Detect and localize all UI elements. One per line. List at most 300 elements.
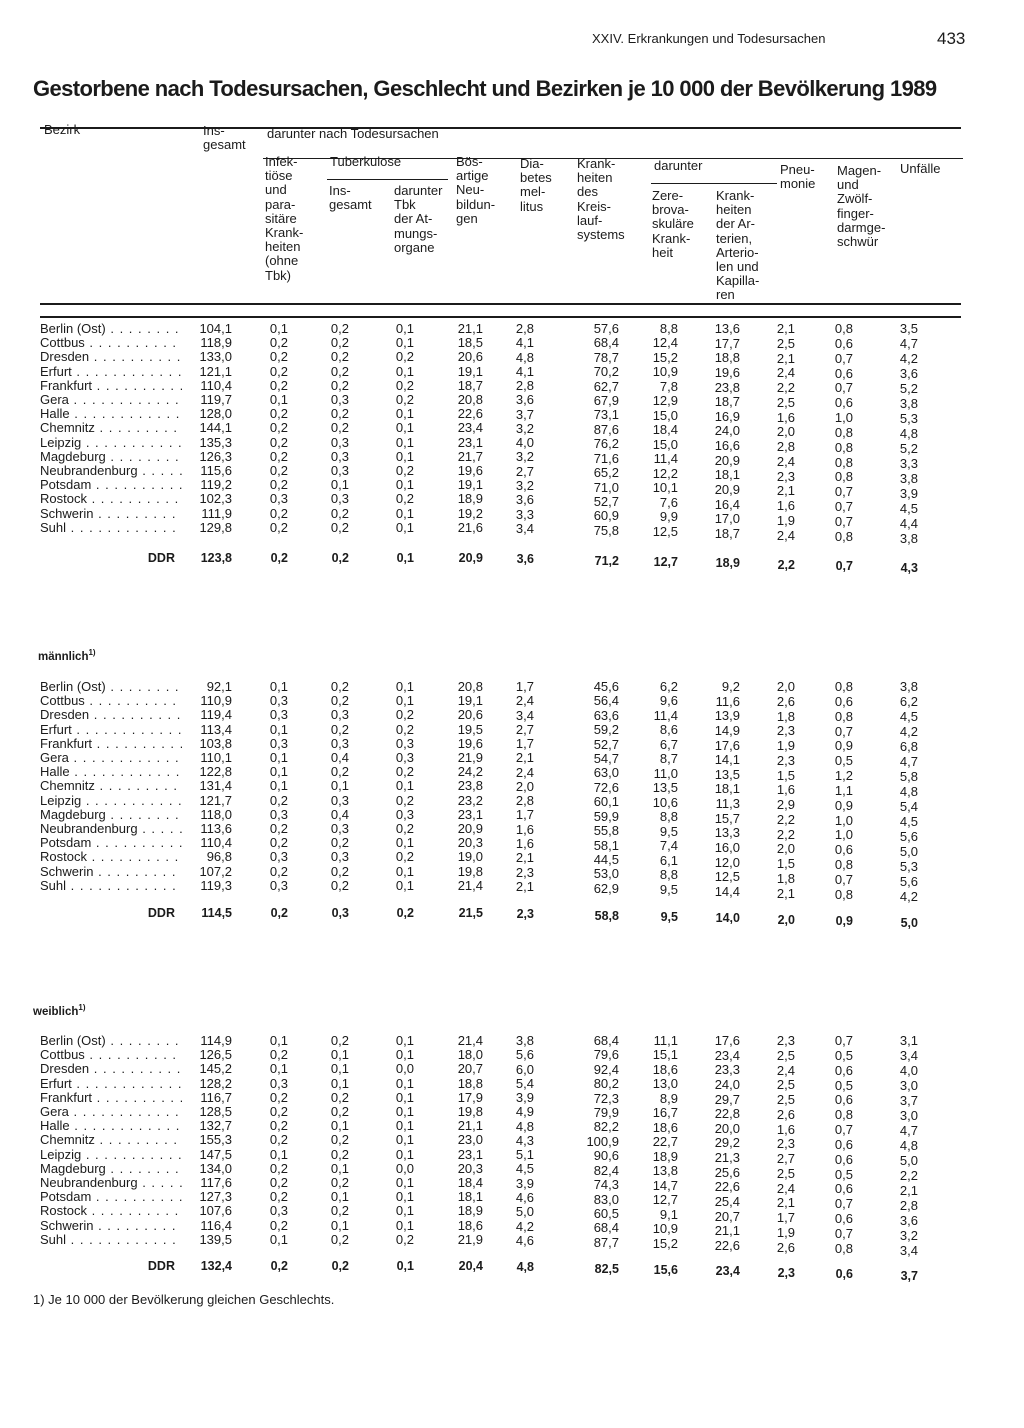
cell-magengeschwuer: 0,7: [834, 350, 853, 366]
cell-unfaelle: 3,0: [899, 1107, 918, 1123]
cell-unfaelle: 4,7: [899, 335, 918, 351]
running-head: XXIV. Erkrankungen und Todesursachen: [592, 31, 826, 46]
cell-diabetes: 5,6: [515, 1047, 534, 1063]
cell-tbk-atmung: 0,1: [395, 321, 414, 336]
cell-unfaelle: 3,8: [899, 679, 918, 694]
cell-magengeschwuer: 1,0: [834, 827, 853, 843]
cell-tbk-atmung: 0,2: [395, 463, 414, 478]
cell-diabetes: 2,1: [515, 850, 534, 866]
cell-arterien: 20,9: [714, 481, 740, 497]
cell-kreislauf: 63,0: [593, 765, 619, 781]
cell-neubildungen: 19,1: [457, 693, 483, 709]
bezirk-name: Suhl . . .: [40, 1233, 182, 1247]
cell-diabetes: 3,2: [515, 477, 534, 493]
cell-tbk-atmung: 0,1: [395, 1047, 414, 1063]
total-tbk-atmung: 0,2: [396, 906, 414, 920]
cell-zerebrovaskulaer: 13,0: [652, 1076, 678, 1092]
cell-insgesamt: 96,8: [206, 849, 232, 865]
cell-diabetes: 3,9: [515, 1175, 534, 1191]
cell-unfaelle: 5,3: [899, 858, 918, 874]
cell-unfaelle: 2,2: [899, 1167, 918, 1183]
cell-kreislauf: 82,2: [593, 1119, 619, 1135]
cell-kreislauf: 83,0: [593, 1191, 619, 1207]
col-header-tbk-insgesamt: Ins- gesamt: [329, 183, 372, 213]
table-row: [0, 723, 1024, 737]
cell-zerebrovaskulaer: 15,2: [652, 1235, 678, 1251]
cell-diabetes: 4,8: [515, 349, 534, 365]
table-row: [0, 778, 1024, 799]
cell-unfaelle: 4,2: [899, 723, 918, 739]
cell-infektioese: 0,2: [269, 406, 288, 422]
cell-infektioese: 0,3: [269, 806, 288, 822]
cell-unfaelle: 4,8: [899, 1137, 918, 1153]
cell-tbk-insgesamt: 0,1: [330, 1217, 349, 1233]
bezirk-name: Schwerin . . .: [40, 507, 182, 521]
cell-tbk-insgesamt: 0,2: [330, 1231, 349, 1247]
bezirk-name: Chemnitz . . .: [40, 1133, 182, 1147]
table-row: [0, 680, 1024, 694]
cell-magengeschwuer: 0,6: [834, 335, 853, 351]
cell-tbk-insgesamt: 0,2: [330, 1146, 349, 1162]
cell-tbk-insgesamt: 0,2: [330, 835, 349, 851]
cell-unfaelle: 3,7: [899, 1092, 918, 1108]
cell-diabetes: 3,7: [515, 406, 534, 422]
bezirk-name: Gera . . .: [40, 393, 182, 407]
cell-magengeschwuer: 0,8: [834, 528, 853, 544]
cell-neubildungen: 24,2: [457, 764, 483, 780]
cell-insgesamt: 110,9: [200, 693, 232, 709]
table-total-row: [0, 551, 1024, 575]
cell-neubildungen: 17,9: [457, 1089, 483, 1105]
cell-kreislauf: 55,8: [593, 823, 619, 839]
cell-infektioese: 0,3: [269, 877, 288, 893]
cell-magengeschwuer: 0,8: [834, 1240, 853, 1256]
cell-neubildungen: 23,8: [457, 778, 483, 794]
table-row: [0, 1048, 1024, 1062]
cell-pneumonie: 2,4: [776, 1062, 795, 1078]
col-header-tuberkulose: Tuberkulose: [330, 154, 402, 169]
cell-insgesamt: 127,3: [199, 1189, 232, 1205]
cell-kreislauf: 79,9: [593, 1105, 619, 1121]
cell-insgesamt: 113,6: [200, 821, 232, 836]
cell-tbk-atmung: 0,1: [395, 1175, 414, 1190]
cell-magengeschwuer: 0,6: [834, 693, 853, 709]
bezirk-name: Leipzig . . .: [40, 794, 182, 808]
cell-infektioese: 0,2: [269, 1132, 288, 1148]
cell-tbk-atmung: 0,1: [395, 1118, 414, 1134]
cell-insgesamt: 110,4: [200, 377, 232, 393]
cell-kreislauf: 68,4: [593, 1033, 619, 1048]
cell-tbk-insgesamt: 0,2: [330, 693, 349, 709]
cell-pneumonie: 2,3: [776, 752, 795, 768]
cell-pneumonie: 2,3: [776, 723, 795, 739]
total-label: DDR: [147, 1259, 175, 1273]
cell-kreislauf: 59,2: [593, 722, 619, 738]
cell-diabetes: 4,3: [515, 1132, 534, 1148]
total-tbk-insgesamt: 0,2: [331, 551, 349, 565]
cell-diabetes: 5,0: [515, 1204, 534, 1220]
cell-arterien: 11,6: [715, 693, 740, 709]
header-bottom-rule-2: [40, 316, 961, 318]
cell-pneumonie: 2,2: [776, 811, 795, 827]
cell-insgesamt: 135,3: [199, 434, 232, 450]
cell-infektioese: 0,2: [269, 505, 288, 521]
cell-zerebrovaskulaer: 12,9: [652, 393, 678, 409]
cell-magengeschwuer: 0,7: [834, 513, 853, 529]
bezirk-name: Gera . . .: [40, 1105, 182, 1119]
cell-arterien: 29,2: [714, 1135, 740, 1151]
cell-unfaelle: 5,3: [899, 410, 918, 426]
cell-tbk-atmung: 0,3: [395, 750, 414, 765]
cell-zerebrovaskulaer: 9,5: [659, 881, 678, 897]
cell-kreislauf: 68,4: [593, 335, 619, 351]
cell-unfaelle: 3,3: [899, 455, 918, 471]
cell-insgesamt: 147,5: [199, 1146, 232, 1162]
cell-zerebrovaskulaer: 10,9: [652, 1221, 678, 1237]
cell-unfaelle: 3,1: [899, 1033, 918, 1048]
cell-unfaelle: 4,5: [899, 813, 918, 829]
cell-arterien: 18,1: [714, 781, 740, 797]
cell-kreislauf: 80,2: [593, 1076, 619, 1092]
cell-tbk-insgesamt: 0,2: [330, 877, 349, 893]
col-header-kreislauf: Krank- heiten des Kreis- lauf- systems: [577, 156, 625, 243]
cell-tbk-atmung: 0,1: [395, 1217, 414, 1233]
cell-kreislauf: 79,6: [593, 1047, 619, 1063]
total-unfaelle: 3,7: [900, 1269, 918, 1283]
cell-unfaelle: 3,8: [899, 530, 918, 546]
cell-tbk-insgesamt: 0,3: [330, 735, 349, 751]
col-header-tbk-atmungsorgane: darunter Tbk der At- mungs- organe: [394, 183, 443, 255]
cell-pneumonie: 2,3: [776, 468, 795, 484]
bezirk-name: Dresden . . .: [40, 350, 182, 364]
cell-arterien: 19,6: [714, 364, 740, 380]
cell-neubildungen: 20,8: [457, 679, 483, 694]
cell-tbk-atmung: 0,2: [395, 392, 414, 407]
cell-insgesamt: 111,9: [201, 505, 232, 521]
bezirk-name: Neubrandenburg . . .: [40, 822, 182, 836]
cell-diabetes: 3,2: [515, 420, 534, 436]
cell-neubildungen: 23,1: [457, 434, 483, 450]
cell-magengeschwuer: 0,5: [834, 1047, 853, 1063]
total-infektioese: 0,2: [270, 1259, 288, 1273]
cell-tbk-atmung: 0,1: [395, 420, 414, 436]
cell-arterien: 13,5: [714, 766, 740, 782]
cell-tbk-atmung: 0,1: [395, 1075, 414, 1091]
cell-pneumonie: 2,1: [776, 350, 795, 366]
cell-unfaelle: 3,2: [899, 1227, 918, 1243]
total-zerebrovaskulaer: 15,6: [653, 1263, 678, 1277]
cell-kreislauf: 54,7: [593, 751, 619, 767]
cell-diabetes: 3,9: [515, 1090, 534, 1106]
bezirk-name: Schwerin . . .: [40, 865, 182, 879]
cell-kreislauf: 68,4: [593, 1220, 619, 1236]
cell-infektioese: 0,2: [269, 1047, 288, 1063]
cell-zerebrovaskulaer: 15,2: [652, 349, 678, 365]
cell-zerebrovaskulaer: 7,6: [659, 494, 678, 510]
cell-kreislauf: 75,8: [593, 522, 619, 538]
cell-pneumonie: 2,4: [776, 527, 795, 543]
cell-tbk-insgesamt: 0,2: [330, 1089, 349, 1105]
cell-magengeschwuer: 0,8: [834, 469, 853, 485]
total-tbk-insgesamt: 0,3: [331, 906, 349, 920]
cell-unfaelle: 5,0: [899, 843, 918, 859]
cell-neubildungen: 20,3: [457, 835, 483, 851]
cell-zerebrovaskulaer: 18,4: [652, 422, 678, 438]
cell-magengeschwuer: 0,9: [834, 797, 853, 813]
cell-neubildungen: 19,5: [457, 721, 483, 737]
cell-tbk-insgesamt: 0,3: [330, 463, 349, 478]
cell-infektioese: 0,2: [269, 377, 288, 393]
bezirk-name: Halle . . .: [40, 407, 182, 421]
total-infektioese: 0,2: [270, 906, 288, 920]
bezirk-name: Potsdam . . .: [40, 478, 182, 492]
cell-arterien: 9,2: [721, 679, 740, 694]
cell-pneumonie: 2,8: [776, 439, 795, 455]
cell-unfaelle: 3,5: [899, 321, 918, 336]
bezirk-name: Neubrandenburg . . .: [40, 1176, 182, 1190]
cell-tbk-atmung: 0,1: [395, 448, 414, 464]
cell-pneumonie: 1,9: [776, 1225, 795, 1241]
cell-neubildungen: 20,3: [457, 1160, 483, 1176]
cell-arterien: 14,4: [714, 883, 740, 899]
cell-magengeschwuer: 0,7: [834, 871, 853, 887]
cell-magengeschwuer: 0,6: [834, 365, 853, 381]
cell-unfaelle: 2,8: [899, 1197, 918, 1213]
cell-magengeschwuer: 0,8: [834, 424, 853, 440]
cell-infektioese: 0,1: [269, 679, 288, 694]
cell-tbk-atmung: 0,1: [395, 1033, 414, 1048]
cell-pneumonie: 1,5: [776, 856, 795, 872]
cell-kreislauf: 58,1: [593, 837, 619, 853]
cell-diabetes: 4,5: [515, 1161, 534, 1177]
bezirk-name: Rostock . . .: [40, 492, 182, 506]
cell-insgesamt: 102,3: [199, 491, 232, 507]
cell-neubildungen: 20,8: [457, 392, 483, 407]
cell-kreislauf: 87,7: [593, 1234, 619, 1250]
cell-tbk-insgesamt: 0,2: [330, 377, 349, 393]
total-arterien: 14,0: [715, 911, 740, 925]
bezirk-name: Potsdam . . .: [40, 1190, 182, 1204]
cell-tbk-atmung: 0,1: [395, 877, 414, 893]
cell-infektioese: 0,2: [269, 448, 288, 464]
total-arterien: 18,9: [715, 556, 740, 570]
cell-neubildungen: 18,9: [457, 1203, 483, 1219]
total-zerebrovaskulaer: 12,7: [653, 555, 678, 569]
cell-zerebrovaskulaer: 9,5: [659, 823, 678, 839]
cell-tbk-atmung: 0,2: [395, 792, 414, 808]
cell-infektioese: 0,1: [269, 1231, 288, 1247]
cell-insgesamt: 134,0: [199, 1160, 232, 1176]
cell-neubildungen: 21,9: [457, 1231, 483, 1247]
cell-infektioese: 0,2: [269, 349, 288, 365]
total-magengeschwuer: 0,9: [835, 914, 853, 928]
col-header-neubildungen: Bös- artige Neu- bildun- gen: [456, 154, 496, 226]
total-zerebrovaskulaer: 9,5: [660, 910, 678, 924]
cell-arterien: 16,4: [714, 496, 740, 512]
cell-neubildungen: 23,1: [457, 806, 483, 822]
cell-zerebrovaskulaer: 15,0: [652, 407, 678, 423]
cell-arterien: 18,1: [714, 467, 740, 483]
cell-diabetes: 4,8: [515, 1118, 534, 1134]
cell-magengeschwuer: 0,6: [834, 395, 853, 411]
cell-tbk-atmung: 0,1: [395, 1189, 414, 1205]
table-top-rule: [40, 127, 961, 129]
cell-infektioese: 0,2: [269, 335, 288, 351]
total-kreislauf: 71,2: [594, 554, 619, 568]
bezirk-name: Erfurt . . .: [40, 365, 182, 379]
cell-unfaelle: 3,6: [899, 1212, 918, 1228]
cell-magengeschwuer: 0,5: [834, 1166, 853, 1182]
cell-magengeschwuer: 1,2: [834, 768, 853, 784]
cell-zerebrovaskulaer: 10,1: [652, 480, 678, 496]
cell-kreislauf: 78,7: [593, 349, 619, 365]
page-number: 433: [937, 29, 966, 48]
cell-insgesamt: 119,3: [200, 877, 232, 893]
cell-magengeschwuer: 0,8: [834, 886, 853, 902]
cell-kreislauf: 52,7: [593, 736, 619, 752]
table-total-row: [0, 1259, 1024, 1283]
cell-pneumonie: 2,2: [776, 826, 795, 842]
cell-magengeschwuer: 0,5: [834, 1077, 853, 1093]
total-pneumonie: 2,3: [777, 1266, 795, 1280]
cell-kreislauf: 60,9: [593, 508, 619, 524]
cell-pneumonie: 2,1: [776, 885, 795, 901]
cell-zerebrovaskulaer: 15,1: [652, 1047, 678, 1063]
total-insgesamt: 114,5: [201, 906, 232, 920]
bezirk-name: Cottbus . . .: [40, 336, 182, 350]
cell-tbk-insgesamt: 0,2: [330, 321, 349, 336]
cell-tbk-insgesamt: 0,1: [330, 778, 349, 794]
cell-zerebrovaskulaer: 8,6: [659, 722, 678, 738]
cell-insgesamt: 92,1: [206, 679, 232, 694]
cell-insgesamt: 126,3: [199, 448, 232, 464]
cell-tbk-atmung: 0,3: [395, 735, 414, 751]
cell-insgesamt: 128,0: [199, 406, 232, 422]
cell-insgesamt: 107,2: [199, 863, 232, 879]
cell-kreislauf: 59,9: [593, 808, 619, 824]
cell-neubildungen: 23,1: [457, 1146, 483, 1162]
bezirk-name: Schwerin . . .: [40, 1219, 182, 1233]
cell-pneumonie: 2,6: [776, 693, 795, 709]
cell-infektioese: 0,2: [269, 1089, 288, 1105]
cell-magengeschwuer: 0,8: [834, 857, 853, 873]
cell-infektioese: 0,2: [269, 1189, 288, 1205]
bezirk-name: Dresden . . .: [40, 1062, 182, 1076]
cell-infektioese: 0,1: [269, 721, 288, 737]
cell-tbk-atmung: 0,2: [395, 377, 414, 393]
kreislauf-subgroup-rule: [651, 183, 777, 184]
cell-insgesamt: 121,1: [199, 363, 232, 379]
section-label-maennlich: männlich$^{1)}$: [38, 648, 96, 663]
cell-unfaelle: 4,4: [899, 515, 918, 531]
cell-insgesamt: 104,1: [199, 321, 232, 336]
total-diabetes: 3,6: [516, 552, 534, 566]
cell-magengeschwuer: 1,0: [834, 812, 853, 828]
cell-insgesamt: 155,3: [199, 1132, 232, 1148]
cell-neubildungen: 19,6: [457, 463, 483, 478]
total-pneumonie: 2,2: [777, 558, 795, 572]
cell-infektioese: 0,1: [269, 321, 288, 336]
cell-unfaelle: 2,1: [899, 1182, 918, 1198]
cell-insgesamt: 119,2: [200, 477, 232, 493]
cell-tbk-insgesamt: 0,4: [330, 750, 349, 765]
cell-tbk-insgesamt: 0,3: [330, 821, 349, 836]
cell-diabetes: 1,7: [515, 807, 534, 823]
cell-arterien: 18,7: [714, 394, 740, 410]
cell-diabetes: 3,6: [515, 492, 534, 508]
col-header-unfaelle: Unfälle: [900, 161, 941, 176]
cell-zerebrovaskulaer: 6,7: [659, 736, 678, 752]
cell-tbk-insgesamt: 0,2: [330, 1033, 349, 1048]
cell-zerebrovaskulaer: 11,0: [653, 765, 678, 781]
cell-insgesamt: 118,0: [200, 806, 232, 822]
cell-pneumonie: 2,0: [776, 841, 795, 857]
cell-pneumonie: 2,5: [776, 1092, 795, 1108]
cell-unfaelle: 4,0: [899, 1062, 918, 1078]
cell-unfaelle: 6,2: [899, 693, 918, 709]
cell-pneumonie: 2,5: [776, 394, 795, 410]
cell-unfaelle: 5,6: [899, 873, 918, 889]
cell-magengeschwuer: 0,8: [834, 439, 853, 455]
cell-unfaelle: 3,8: [899, 470, 918, 486]
cell-neubildungen: 19,0: [457, 849, 483, 865]
table-row: [0, 1118, 1024, 1138]
cell-diabetes: 3,3: [515, 506, 534, 522]
bezirk-name: Berlin (Ost) . . .: [40, 680, 182, 694]
cell-tbk-atmung: 0,3: [395, 806, 414, 822]
cell-arterien: 23,4: [714, 1047, 740, 1063]
cell-infektioese: 0,1: [269, 764, 288, 780]
cell-kreislauf: 92,4: [593, 1061, 619, 1077]
total-diabetes: 2,3: [516, 907, 534, 921]
bezirk-name: Cottbus . . .: [40, 1048, 182, 1062]
cell-insgesamt: 116,7: [200, 1089, 232, 1105]
total-kreislauf: 58,8: [594, 909, 619, 923]
cell-zerebrovaskulaer: 8,8: [659, 867, 678, 883]
cell-pneumonie: 2,0: [776, 679, 795, 694]
cell-tbk-atmung: 0,1: [395, 363, 414, 379]
cell-diabetes: 2,7: [515, 721, 534, 737]
cell-insgesamt: 132,7: [199, 1118, 232, 1134]
cell-pneumonie: 2,5: [776, 1165, 795, 1181]
cell-magengeschwuer: 1,0: [834, 410, 853, 426]
cell-diabetes: 4,2: [515, 1218, 534, 1234]
cell-unfaelle: 5,2: [899, 440, 918, 456]
cell-insgesamt: 118,9: [200, 335, 232, 351]
bezirk-name: Dresden . . .: [40, 708, 182, 722]
cell-neubildungen: 19,6: [457, 735, 483, 751]
cell-neubildungen: 21,7: [457, 448, 483, 464]
cell-tbk-insgesamt: 0,2: [330, 420, 349, 436]
bezirk-name: Suhl . . .: [40, 879, 182, 893]
bezirk-name: Rostock . . .: [40, 1204, 182, 1218]
cell-tbk-insgesamt: 0,1: [330, 1075, 349, 1091]
cell-diabetes: 4,1: [515, 363, 534, 379]
total-infektioese: 0,2: [270, 551, 288, 565]
cell-magengeschwuer: 0,8: [834, 708, 853, 724]
cell-tbk-insgesamt: 0,1: [330, 1061, 349, 1077]
cell-insgesamt: 119,7: [200, 392, 232, 407]
cell-zerebrovaskulaer: 8,7: [659, 751, 678, 767]
cell-tbk-atmung: 0,0: [395, 1061, 414, 1077]
cell-tbk-insgesamt: 0,3: [330, 792, 349, 808]
cell-tbk-insgesamt: 0,2: [330, 764, 349, 780]
cell-infektioese: 0,3: [269, 1075, 288, 1091]
cell-pneumonie: 2,3: [776, 1136, 795, 1152]
cell-arterien: 21,3: [714, 1150, 740, 1166]
table-row: [0, 350, 1024, 364]
cell-arterien: 12,5: [714, 869, 740, 885]
